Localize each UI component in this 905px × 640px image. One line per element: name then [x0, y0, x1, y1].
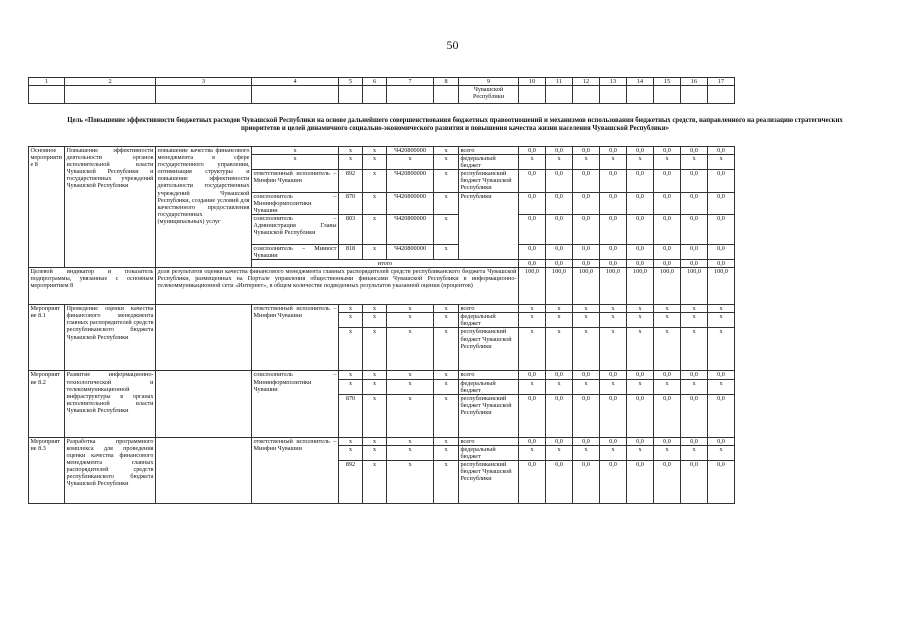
value-cell: 0,0: [654, 244, 681, 259]
value-cell: 0,0: [681, 192, 708, 214]
csr-cell: Ч420800000: [387, 192, 434, 214]
value-cell: x: [600, 379, 627, 394]
grbs-cell: x: [339, 379, 363, 394]
value-cell: 0,0: [708, 437, 735, 445]
csr-cell: x: [387, 328, 434, 371]
value-cell: x: [654, 305, 681, 313]
value-cell: x: [573, 305, 600, 313]
csr-cell: x: [387, 445, 434, 460]
source-cell: республиканский бюджет Чувашской Республики: [459, 460, 519, 503]
value-cell: x: [573, 328, 600, 371]
vr-cell: x: [434, 155, 459, 170]
column-number-row: [29, 78, 735, 86]
value-cell: 100,0: [681, 268, 708, 305]
value-cell: x: [600, 328, 627, 371]
value-cell: x: [600, 155, 627, 170]
csr-cell: Ч420800000: [387, 170, 434, 192]
value-cell: 0,0: [519, 394, 546, 437]
value-cell: 0,0: [519, 147, 546, 155]
vr-cell: x: [434, 170, 459, 192]
csr-cell: Ч420800000: [387, 244, 434, 259]
value-cell: x: [546, 328, 573, 371]
value-cell: x: [573, 379, 600, 394]
vr-cell: x: [434, 305, 459, 313]
source-cell: всего: [459, 371, 519, 379]
value-cell: 0,0: [654, 437, 681, 445]
value-cell: 0,0: [573, 394, 600, 437]
value-cell: 0,0: [681, 437, 708, 445]
source-cell: всего: [459, 437, 519, 445]
value-cell: 100,0: [600, 268, 627, 305]
grbs-cell: 892: [339, 170, 363, 192]
value-cell: x: [681, 445, 708, 460]
sub-event-tasks-cell: [156, 305, 252, 371]
executor-cell: соисполнитель – Минюст Чувашии: [253, 244, 337, 259]
value-cell: x: [681, 379, 708, 394]
sub-event-status-cell: Мероприятие 8.3: [29, 437, 65, 503]
value-cell: 0,0: [519, 460, 546, 503]
value-cell: 0,0: [627, 260, 654, 268]
value-cell: 0,0: [573, 460, 600, 503]
value-cell: 0,0: [708, 260, 735, 268]
value-cell: x: [627, 328, 654, 371]
rz-cell: x: [363, 437, 387, 445]
value-cell: 0,0: [627, 460, 654, 503]
value-cell: x: [654, 445, 681, 460]
csr-cell: x: [387, 379, 434, 394]
column-number-cell: 8: [434, 78, 459, 86]
grbs-cell: x: [339, 437, 363, 445]
value-cell: 0,0: [654, 192, 681, 214]
source-cell: федеральный бюджет: [459, 313, 519, 328]
carry-over-cell: [600, 86, 627, 104]
column-number-cell: 10: [519, 78, 546, 86]
value-cell: 0,0: [654, 460, 681, 503]
value-cell: x: [681, 155, 708, 170]
carry-over-cell: [252, 86, 339, 104]
value-cell: x: [654, 379, 681, 394]
value-cell: x: [708, 305, 735, 313]
value-cell: 0,0: [573, 437, 600, 445]
source-cell: республиканский бюджет Чувашской Республики: [459, 170, 519, 192]
vr-cell: x: [434, 394, 459, 437]
event8-row: [29, 147, 735, 155]
grbs-cell: x: [339, 155, 363, 170]
carry-over-cell: [339, 86, 363, 104]
value-cell: 0,0: [627, 147, 654, 155]
value-cell: 0,0: [546, 192, 573, 214]
sub-event-row: [29, 437, 735, 445]
grbs-cell: 870: [339, 192, 363, 214]
value-cell: 0,0: [546, 460, 573, 503]
value-cell: x: [600, 313, 627, 328]
indicator-label-cell: Целевой индикатор и показатель подпрограммы, увязанные с основным мероприятием 8: [29, 268, 156, 305]
sub-event-executor-cell: соисполнитель – Мининформполитики Чувашии: [252, 371, 339, 437]
carry-over-cell: [519, 86, 546, 104]
csr-cell: Ч420800000: [387, 147, 434, 155]
sub-event-tasks-cell: [156, 371, 252, 437]
carry-over-row: [29, 86, 735, 104]
rz-cell: x: [363, 445, 387, 460]
value-cell: x: [600, 305, 627, 313]
value-cell: 0,0: [519, 192, 546, 214]
value-cell: x: [708, 445, 735, 460]
value-cell: 100,0: [627, 268, 654, 305]
value-cell: 0,0: [708, 170, 735, 192]
carry-over-cell: [681, 86, 708, 104]
value-cell: 0,0: [708, 244, 735, 259]
sub-event-tasks-cell: [156, 437, 252, 503]
column-number-cell: 6: [363, 78, 387, 86]
source-cell: республиканский бюджет Чувашской Республики: [459, 394, 519, 437]
rz-cell: x: [363, 147, 387, 155]
carry-over-cell: [65, 86, 156, 104]
value-cell: 0,0: [708, 147, 735, 155]
carry-over-cell: [573, 86, 600, 104]
value-cell: 0,0: [573, 244, 600, 259]
csr-cell: x: [387, 394, 434, 437]
executor-cell: соисполнитель – Мининформполитики Чувашии: [253, 192, 337, 214]
rz-cell: x: [363, 394, 387, 437]
value-cell: 0,0: [627, 244, 654, 259]
executor-cell: x: [252, 147, 339, 155]
vr-cell: x: [434, 147, 459, 155]
sub-event-name-cell: Развитие информационно-технологической и телекоммуникационной инфраструктуры в органах исполнительной власти Чувашской Республики: [65, 371, 156, 437]
header-table: [28, 77, 735, 104]
value-cell: x: [627, 313, 654, 328]
total-label-cell: итого: [252, 260, 519, 268]
column-number-cell: 1: [29, 78, 65, 86]
value-cell: 0,0: [654, 214, 681, 244]
rz-cell: x: [363, 214, 387, 244]
sub-event-name-cell: Проведение оценки качества финансового менеджмента главных распорядителей средств республиканского бюджета Чувашской Республики: [65, 305, 156, 371]
csr-cell: x: [387, 371, 434, 379]
column-number-cell: 12: [573, 78, 600, 86]
value-cell: 0,0: [681, 260, 708, 268]
value-cell: 0,0: [708, 371, 735, 379]
goal-heading: Цель «Повышение эффективности бюджетных расходов Чувашской Республики на основе дальнейшего совершенствования бюджетных правоотношений и механизмов использования бюджетных средств, направленного на реализацию стратегических приоритетов и целей динамичного социально-экономического развития и повышения качества жизни населения Чувашской Республики»: [67, 117, 843, 132]
rz-cell: x: [363, 155, 387, 170]
value-cell: 0,0: [600, 371, 627, 379]
sub-event-row: [29, 305, 735, 313]
value-cell: x: [519, 445, 546, 460]
value-cell: 0,0: [573, 260, 600, 268]
value-cell: x: [546, 155, 573, 170]
value-cell: 0,0: [681, 147, 708, 155]
grbs-cell: 803: [339, 214, 363, 244]
value-cell: x: [627, 445, 654, 460]
sub-event-row: [29, 371, 735, 379]
value-cell: 0,0: [573, 371, 600, 379]
value-cell: 0,0: [681, 170, 708, 192]
carry-over-cell: Чувашской Республики: [459, 86, 519, 104]
rz-cell: x: [363, 460, 387, 503]
value-cell: 0,0: [519, 437, 546, 445]
value-cell: x: [546, 445, 573, 460]
column-number-cell: 4: [252, 78, 339, 86]
csr-cell: x: [387, 305, 434, 313]
value-cell: 0,0: [708, 460, 735, 503]
value-cell: 0,0: [519, 214, 546, 244]
grbs-cell: x: [339, 147, 363, 155]
csr-cell: x: [387, 155, 434, 170]
value-cell: 0,0: [573, 192, 600, 214]
value-cell: 0,0: [519, 260, 546, 268]
grbs-cell: x: [339, 313, 363, 328]
value-cell: x: [708, 155, 735, 170]
rz-cell: x: [363, 170, 387, 192]
value-cell: x: [681, 313, 708, 328]
value-cell: 0,0: [546, 437, 573, 445]
value-cell: 0,0: [627, 437, 654, 445]
value-cell: 0,0: [681, 214, 708, 244]
executor-cell: ответственный исполнитель – Минфин Чувашии: [252, 170, 339, 192]
rz-cell: x: [363, 192, 387, 214]
value-cell: 0,0: [600, 214, 627, 244]
value-cell: 0,0: [627, 170, 654, 192]
value-cell: x: [546, 305, 573, 313]
value-cell: x: [708, 379, 735, 394]
rz-cell: x: [363, 371, 387, 379]
value-cell: 0,0: [654, 147, 681, 155]
value-cell: x: [519, 379, 546, 394]
value-cell: 0,0: [681, 394, 708, 437]
column-number-cell: 16: [681, 78, 708, 86]
value-cell: 0,0: [546, 244, 573, 259]
source-cell: Республики: [459, 192, 519, 259]
value-cell: 0,0: [600, 192, 627, 214]
value-cell: 0,0: [627, 371, 654, 379]
value-cell: 0,0: [654, 394, 681, 437]
column-number-cell: 2: [65, 78, 156, 86]
executor-cell: x: [252, 155, 339, 170]
value-cell: 0,0: [600, 460, 627, 503]
value-cell: 100,0: [708, 268, 735, 305]
grbs-cell: 818: [339, 244, 363, 259]
value-cell: 0,0: [546, 170, 573, 192]
value-cell: x: [519, 328, 546, 371]
vr-cell: x: [434, 379, 459, 394]
source-cell: республиканский бюджет Чувашской Республики: [459, 328, 519, 371]
sub-event-executor-cell: ответственный исполнитель – Минфин Чувашии: [252, 437, 339, 503]
value-cell: x: [708, 328, 735, 371]
value-cell: 0,0: [708, 394, 735, 437]
source-cell: всего: [459, 147, 519, 155]
value-cell: 0,0: [681, 244, 708, 259]
vr-cell: x: [434, 445, 459, 460]
carry-over-cell: [546, 86, 573, 104]
value-cell: 0,0: [627, 192, 654, 214]
carry-over-cell: [434, 86, 459, 104]
rz-cell: x: [363, 379, 387, 394]
program-table: [28, 146, 735, 504]
value-cell: x: [519, 313, 546, 328]
value-cell: 0,0: [681, 371, 708, 379]
vr-cell: x: [434, 371, 459, 379]
event-tasks-cell: повышение качества финансового менеджмента в сфере государственного управления, оптимизация структуры и повышение эффективности деятельности государственных учреждений Чувашской Республики, создание условий для качественного предоставления государственных (муниципальных) услуг: [156, 147, 252, 268]
value-cell: 100,0: [573, 268, 600, 305]
value-cell: 0,0: [519, 244, 546, 259]
vr-cell: x: [434, 244, 459, 259]
column-number-cell: 17: [708, 78, 735, 86]
rz-cell: x: [363, 244, 387, 259]
rz-cell: x: [363, 313, 387, 328]
value-cell: 100,0: [519, 268, 546, 305]
csr-cell: Ч420800000: [387, 214, 434, 244]
vr-cell: x: [434, 214, 459, 244]
value-cell: 0,0: [546, 394, 573, 437]
value-cell: 0,0: [546, 147, 573, 155]
value-cell: x: [627, 379, 654, 394]
carry-over-cell: [156, 86, 252, 104]
value-cell: 0,0: [573, 214, 600, 244]
carry-over-cell: [387, 86, 434, 104]
value-cell: x: [681, 305, 708, 313]
grbs-cell: x: [339, 371, 363, 379]
sub-event-executor-cell: ответственный исполнитель – Минфин Чувашии: [252, 305, 339, 371]
rz-cell: x: [363, 305, 387, 313]
sub-event-name-cell: Разработка программного комплекса для проведения оценки качества финансового менеджмента главных распорядителей средств республиканского бюджета Чувашской Республики: [65, 437, 156, 503]
value-cell: x: [681, 328, 708, 371]
value-cell: x: [546, 313, 573, 328]
grbs-cell: 870: [339, 394, 363, 437]
value-cell: 0,0: [600, 244, 627, 259]
vr-cell: x: [434, 328, 459, 371]
executor-cell: соисполнитель – Администрация Главы Чувашской Республики: [252, 214, 339, 244]
value-cell: x: [519, 155, 546, 170]
column-number-cell: 9: [459, 78, 519, 86]
csr-cell: x: [387, 460, 434, 503]
vr-cell: x: [434, 437, 459, 445]
rz-cell: x: [363, 328, 387, 371]
indicator-text-cell: доля результатов оценки качества финансового менеджмента главных распорядителей средств республиканского бюджета Чувашской Республики, размещенных на Портале управления общественными финансами Чувашской Республики в информационно-телекоммуникационной сети «Интернет», в общем количестве подведенных результатов указанной оценки (процентов): [156, 268, 519, 305]
vr-cell: x: [434, 192, 459, 214]
grbs-cell: 892: [339, 460, 363, 503]
value-cell: x: [654, 155, 681, 170]
sub-event-status-cell: Мероприятие 8.1: [29, 305, 65, 371]
value-cell: 0,0: [600, 147, 627, 155]
source-cell: федеральный бюджет: [459, 379, 519, 394]
value-cell: 0,0: [600, 170, 627, 192]
value-cell: 0,0: [600, 437, 627, 445]
value-cell: x: [573, 155, 600, 170]
value-cell: 0,0: [600, 260, 627, 268]
value-cell: 0,0: [546, 260, 573, 268]
value-cell: x: [519, 305, 546, 313]
value-cell: 0,0: [681, 460, 708, 503]
value-cell: x: [600, 445, 627, 460]
value-cell: 0,0: [600, 394, 627, 437]
grbs-cell: x: [339, 445, 363, 460]
page-number: 50: [446, 38, 459, 52]
value-cell: 0,0: [573, 170, 600, 192]
carry-over-cell: [654, 86, 681, 104]
source-cell: федеральный бюджет: [459, 445, 519, 460]
value-cell: x: [654, 328, 681, 371]
event-status-cell: Основное мероприятие 8: [29, 147, 65, 268]
value-cell: x: [627, 155, 654, 170]
value-cell: x: [654, 313, 681, 328]
source-cell: федеральный бюджет: [459, 155, 519, 170]
value-cell: 100,0: [654, 268, 681, 305]
value-cell: 0,0: [708, 192, 735, 214]
csr-cell: x: [387, 437, 434, 445]
value-cell: x: [573, 313, 600, 328]
column-number-cell: 11: [546, 78, 573, 86]
value-cell: 0,0: [573, 147, 600, 155]
indicator-row: [29, 268, 735, 305]
column-number-cell: 15: [654, 78, 681, 86]
value-cell: 0,0: [546, 214, 573, 244]
vr-cell: x: [434, 460, 459, 503]
csr-cell: x: [387, 313, 434, 328]
value-cell: 0,0: [519, 170, 546, 192]
value-cell: 0,0: [519, 371, 546, 379]
value-cell: 0,0: [546, 371, 573, 379]
grbs-cell: x: [339, 305, 363, 313]
column-number-cell: 7: [387, 78, 434, 86]
column-number-cell: 13: [600, 78, 627, 86]
vr-cell: x: [434, 313, 459, 328]
value-cell: 0,0: [708, 214, 735, 244]
sub-event-status-cell: Мероприятие 8.2: [29, 371, 65, 437]
column-number-cell: 5: [339, 78, 363, 86]
event-name-cell: Повышение эффективности деятельности органов исполнительной власти Чувашской Республики и государственных учреждений Чувашской Республики: [65, 147, 156, 268]
value-cell: x: [708, 313, 735, 328]
value-cell: x: [546, 379, 573, 394]
carry-over-cell: [627, 86, 654, 104]
carry-over-cell: [708, 86, 735, 104]
column-number-cell: 3: [156, 78, 252, 86]
source-cell: всего: [459, 305, 519, 313]
value-cell: x: [627, 305, 654, 313]
column-number-cell: 14: [627, 78, 654, 86]
value-cell: 0,0: [654, 260, 681, 268]
value-cell: 0,0: [627, 214, 654, 244]
value-cell: 0,0: [627, 394, 654, 437]
grbs-cell: x: [339, 328, 363, 371]
carry-over-cell: [29, 86, 65, 104]
value-cell: x: [573, 445, 600, 460]
value-cell: 0,0: [654, 170, 681, 192]
value-cell: 100,0: [546, 268, 573, 305]
carry-over-cell: [363, 86, 387, 104]
value-cell: 0,0: [654, 371, 681, 379]
